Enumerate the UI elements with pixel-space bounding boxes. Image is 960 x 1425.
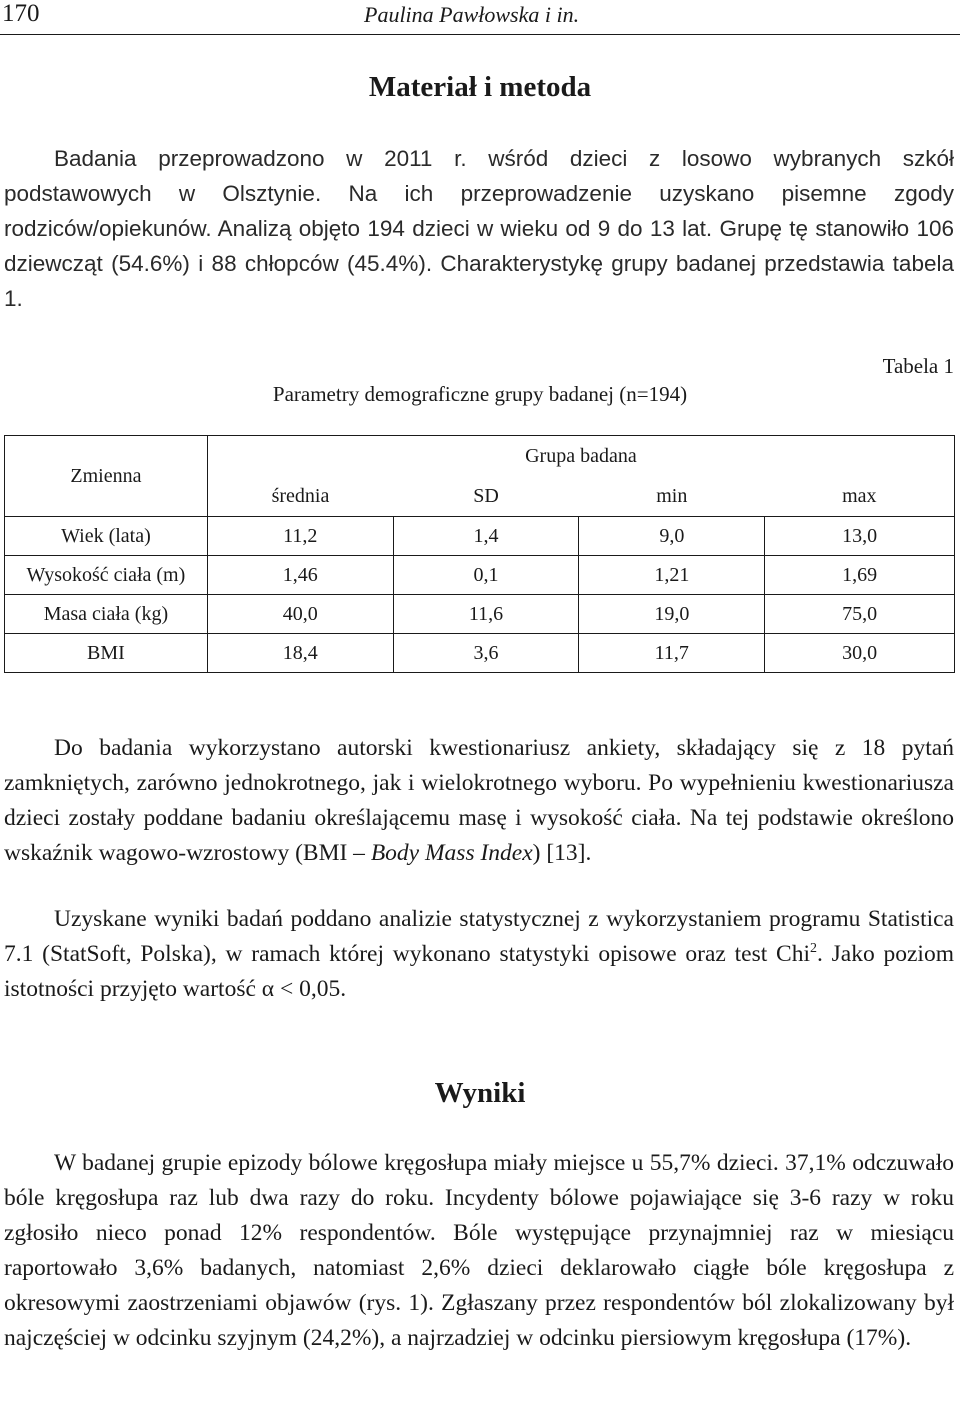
- table-row: [5, 517, 955, 556]
- table-caption: Parametry demograficzne grupy badanej (n=194): [272, 382, 688, 406]
- table-label: Tabela 1: [882, 354, 954, 378]
- table-row: [5, 595, 955, 634]
- table-cell: 13,0: [765, 517, 955, 556]
- statistics-paragraph: [4, 902, 954, 1007]
- table-cell: 1,4: [393, 517, 579, 556]
- table-cell: 1,21: [579, 556, 765, 595]
- questionnaire-paragraph: [4, 731, 954, 871]
- page-number: 170: [2, 0, 40, 27]
- bmi-italic-term: Body Mass Index: [370, 840, 533, 866]
- questionnaire-text-end: ) [13].: [532, 840, 592, 866]
- methods-paragraph-text: Badania przeprowadzono w 2011 r. wśród dzieci z losowo wybranych szkół podstawowych w Olsztynie. Na ich przeprowadzenie uzyskano pisemne zgody rodziców/opiekunów. Analizą objęto 194 dzieci w wieku od 9 do 13 lat. Grupę tę stanowiło 106 dziewcząt (54.6%) i 88 chłopców (45.4%). Charakterystykę grupy badanej przedstawia tabela 1.: [4, 146, 954, 311]
- table-cell: 19,0: [579, 595, 765, 634]
- table-cell: 30,0: [765, 634, 955, 673]
- statistics-text: Uzyskane wyniki badań poddano analizie statystycznej z wykorzystaniem programu Statistica 7.1 (StatSoft, Polska), w ramach której wykonano statystyki opisowe oraz test Chi: [4, 906, 954, 967]
- group-header-cell: Grupa badana: [207, 436, 954, 477]
- table-cell: 11,6: [393, 595, 579, 634]
- table-row: [5, 634, 955, 673]
- table-cell: 11,7: [579, 634, 765, 673]
- results-text: W badanej grupie epizody bólowe kręgosłupa miały miejsce u 55,7% dzieci. 37,1% odczuwało bóle kręgosłupa raz lub dwa razy do roku. Incydenty bólowe pojawiające się 3-6 razy w roku zgłosiło nieco ponad 12% respondentów. Bóle występujące przynajmniej raz w miesiącu raportowało 3,6% badanych, natomiast 2,6% dzieci deklarowało ciągłe bóle kręgosłupa z okresowymi zaostrzeniami objawów (rys. 1). Zgłaszany przez respondentów ból zlokalizowany był najczęściej w odcinku szyjnym (24,2%), a najrzadziej w odcinku piersiowym kręgosłupa (17%).: [4, 1150, 954, 1351]
- demographics-table: [4, 435, 955, 673]
- table-cell: 11,2: [207, 517, 393, 556]
- table-cell: 40,0: [207, 595, 393, 634]
- table-row: [5, 556, 955, 595]
- table-cell: 1,46: [207, 556, 393, 595]
- results-paragraph: [4, 1146, 954, 1356]
- row-header-cell: Zmienna: [5, 436, 208, 517]
- row-label: Wiek (lata): [5, 517, 208, 556]
- column-header-min: min: [579, 476, 765, 517]
- chi-superscript: 2: [810, 941, 817, 957]
- section-heading-results: Wyniki: [434, 1077, 526, 1109]
- section-heading-methods: Materiał i metoda: [368, 71, 592, 103]
- statistics-text-end: . Jako poziom istotności przyjęto wartość α < 0,05.: [4, 941, 954, 1002]
- column-header-sd: SD: [393, 476, 579, 517]
- methods-paragraph: [4, 141, 954, 316]
- table-cell: 3,6: [393, 634, 579, 673]
- row-label: BMI: [5, 634, 208, 673]
- table-cell: 75,0: [765, 595, 955, 634]
- running-title: Paulina Pawłowska i in.: [364, 2, 580, 27]
- questionnaire-text: Do badania wykorzystano autorski kwestionariusz ankiety, składający się z 18 pytań zamkniętych, zarówno jednokrotnego, jak i wielokrotnego wyboru. Po wypełnieniu kwestionariusza dzieci zostały poddane badaniu określającemu masę i wysokość ciała. Na tej podstawie określono wskaźnik wagowo-wzrostowy (BMI –: [4, 735, 954, 866]
- table-cell: 18,4: [207, 634, 393, 673]
- table-cell: 0,1: [393, 556, 579, 595]
- table-header-row: [5, 436, 955, 477]
- running-header: [0, 0, 960, 35]
- column-header-max: max: [765, 476, 955, 517]
- row-label: Masa ciała (kg): [5, 595, 208, 634]
- table-cell: 9,0: [579, 517, 765, 556]
- row-label: Wysokość ciała (m): [5, 556, 208, 595]
- table-cell: 1,69: [765, 556, 955, 595]
- column-header-mean: średnia: [207, 476, 393, 517]
